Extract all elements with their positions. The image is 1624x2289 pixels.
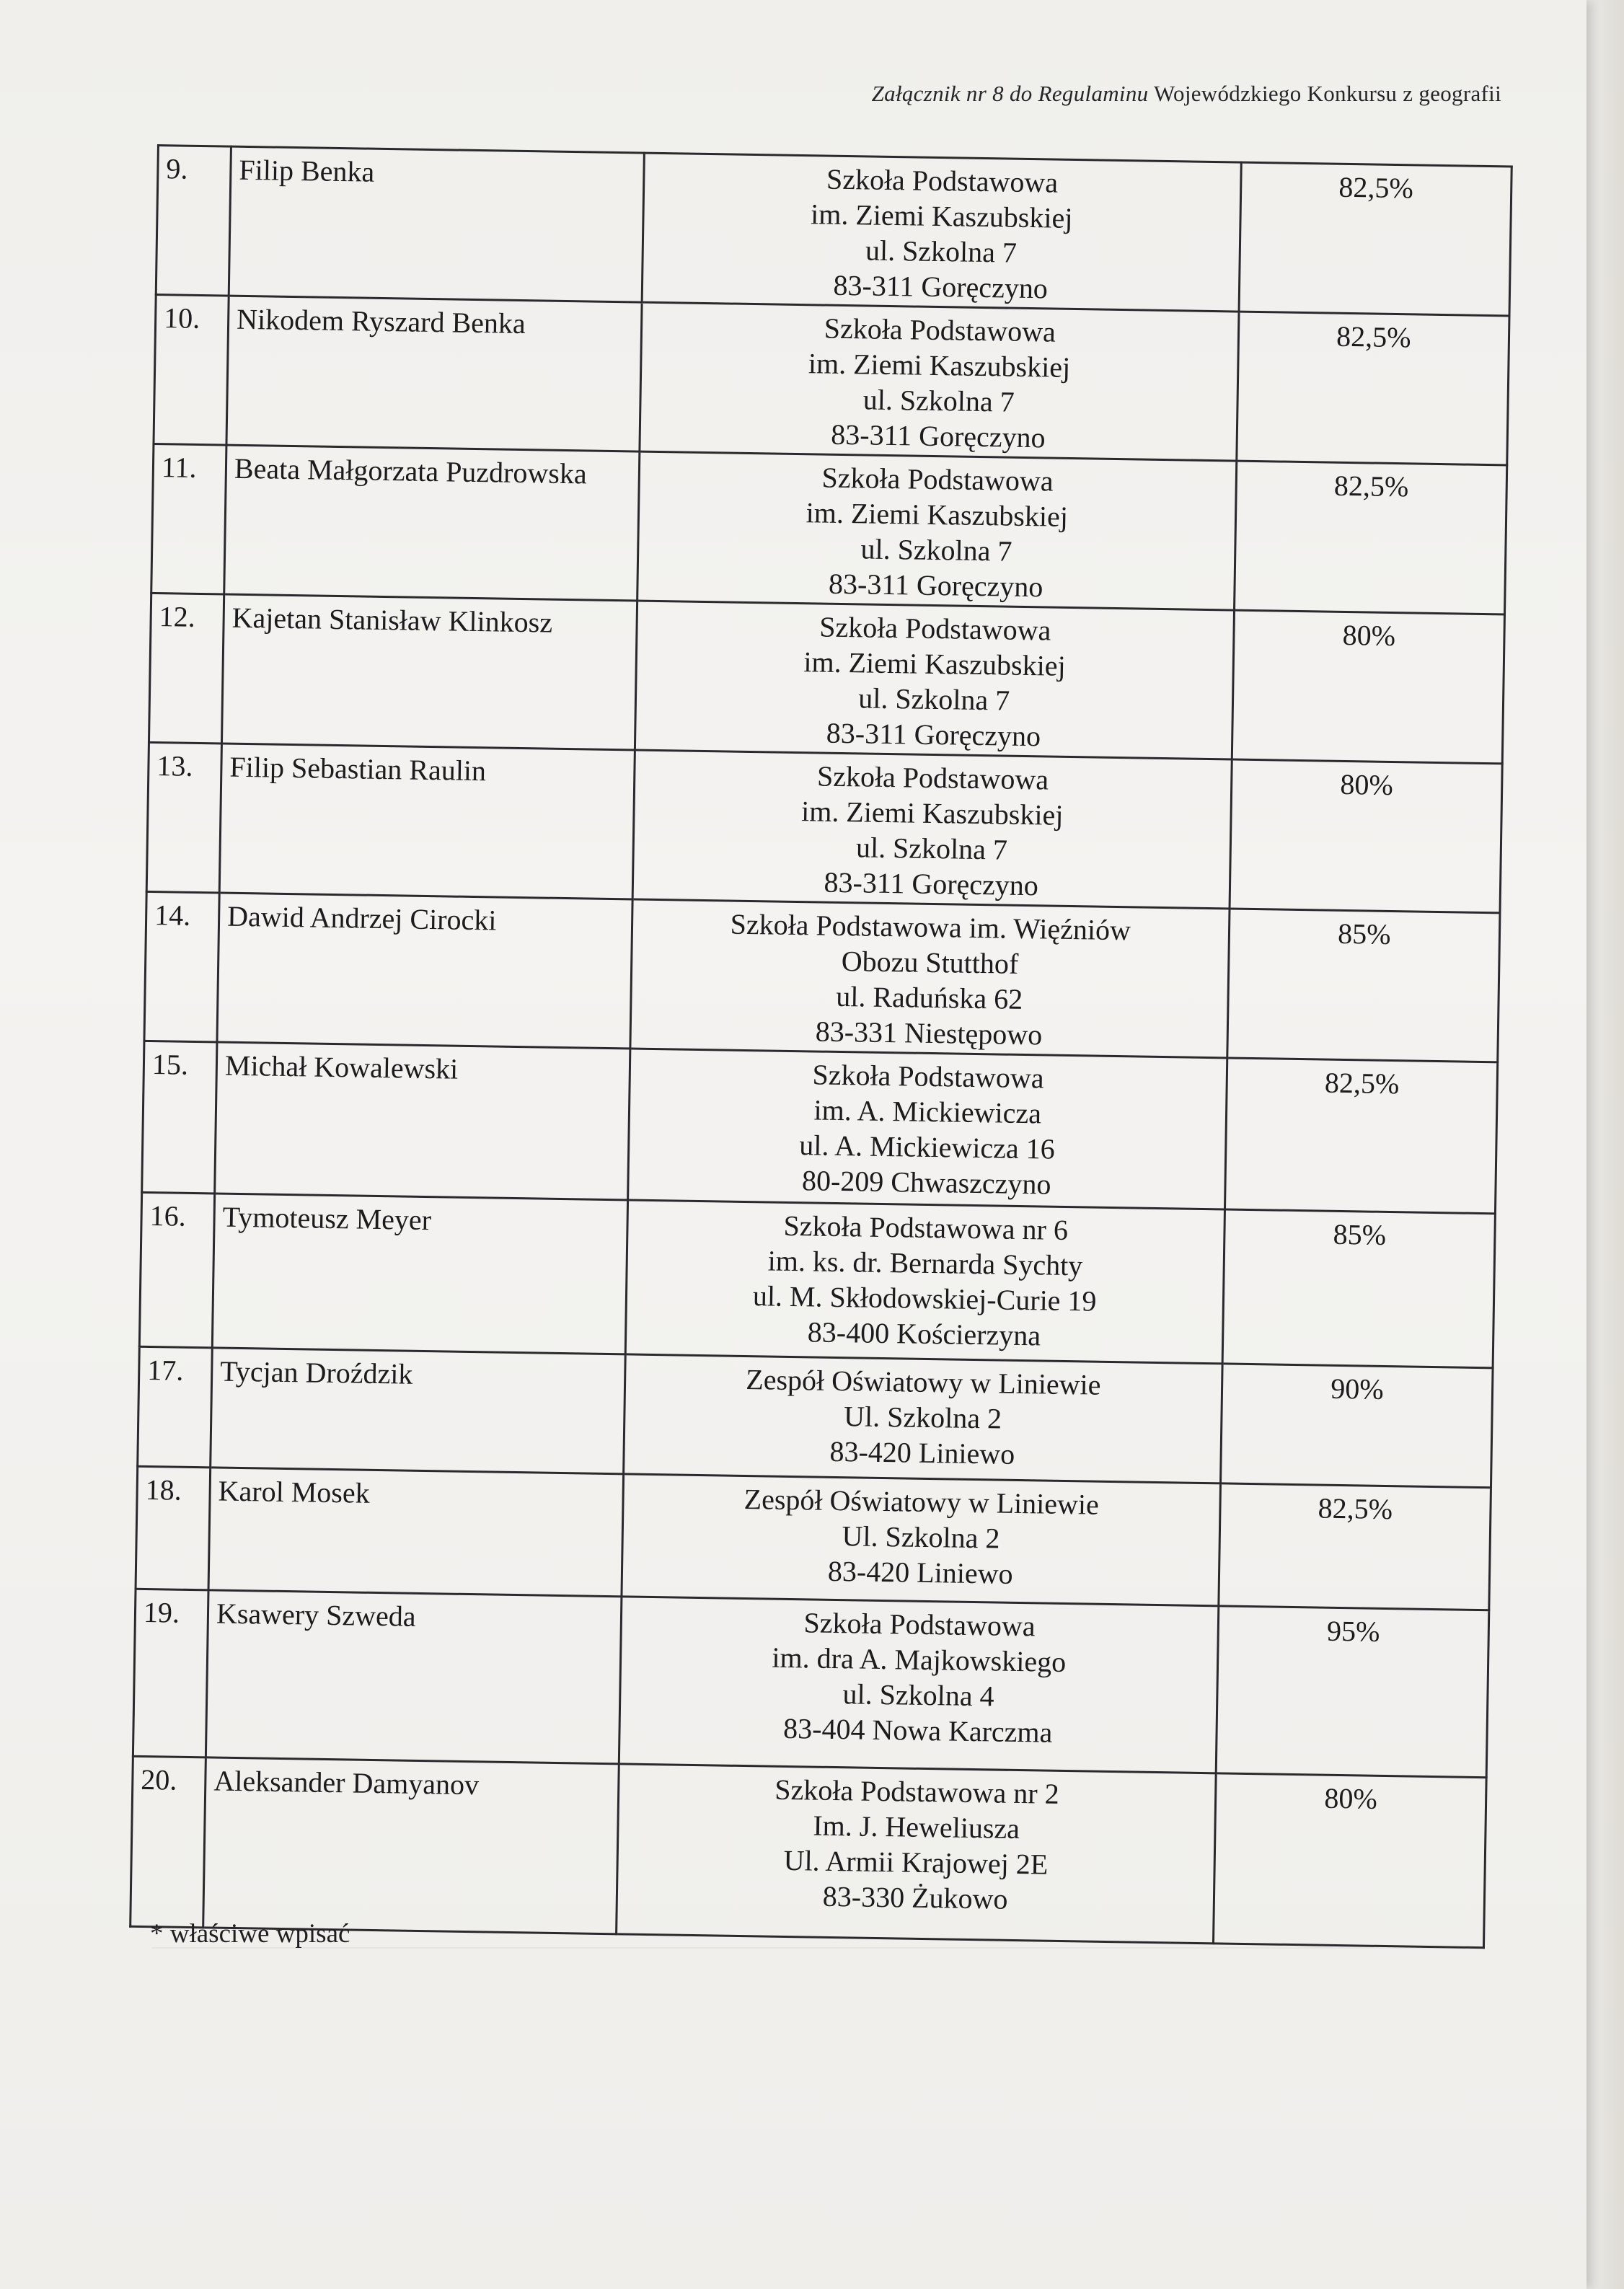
school-address-line: Zespół Oświatowy w Liniewie xyxy=(746,1363,1101,1401)
row-number: 14. xyxy=(144,891,219,1042)
row-number: 13. xyxy=(146,742,221,893)
school-address-line: im. Ziemi Kaszubskiej xyxy=(806,496,1069,533)
row-number: 9. xyxy=(156,146,231,296)
bleed-through-area xyxy=(151,1947,1449,2165)
school-address-line: ul. M. Skłodowskiej-Curie 19 xyxy=(752,1279,1097,1318)
school-address-line: 83-311 Goręczyno xyxy=(824,865,1039,902)
school-address-line: 83-420 Liniewo xyxy=(829,1434,1015,1470)
header-italic-text: Załącznik nr 8 do Regulaminu xyxy=(871,81,1149,106)
row-number: 15. xyxy=(142,1041,217,1194)
school-address-line: Szkoła Podstawowa xyxy=(824,312,1056,348)
school-address xyxy=(640,302,1239,461)
table-row xyxy=(149,593,1504,763)
score: 82,5% xyxy=(1237,312,1509,465)
school-address-line: Im. J. Heweliusza xyxy=(813,1809,1020,1845)
school-address-line: Szkoła Podstawowa xyxy=(816,759,1049,796)
school-address-line: 83-404 Nowa Karczma xyxy=(782,1711,1053,1749)
school-address xyxy=(632,750,1232,909)
school-address-line: im. dra A. Majkowskiego xyxy=(772,1641,1067,1679)
school-address-line: ul. Szkolna 4 xyxy=(842,1677,994,1713)
results-table xyxy=(129,144,1513,1949)
school-address-line: Szkoła Podstawowa im. Więźniów xyxy=(730,907,1131,947)
school-address-line: im. Ziemi Kaszubskiej xyxy=(808,347,1071,384)
student-name: Kajetan Stanisław Klinkosz xyxy=(222,594,637,750)
school-address-line: 83-331 Niestępowo xyxy=(815,1015,1043,1051)
student-name: Ksawery Szweda xyxy=(206,1590,621,1764)
school-address-line: Szkoła Podstawowa nr 6 xyxy=(783,1209,1069,1247)
school-address xyxy=(630,899,1230,1058)
school-address-line: 83-420 Liniewo xyxy=(827,1554,1013,1590)
school-address-line: Zespół Oświatowy w Liniewie xyxy=(743,1483,1100,1521)
student-name: Beata Małgorzata Puzdrowska xyxy=(224,445,640,601)
student-name: Tycjan Droździk xyxy=(211,1348,625,1474)
table-row xyxy=(146,742,1502,912)
school-address-line: ul. Szkolna 7 xyxy=(865,234,1018,269)
score: 82,5% xyxy=(1239,162,1512,316)
score: 82,5% xyxy=(1234,461,1506,614)
school-address-line: ul. Szkolna 7 xyxy=(857,682,1010,717)
table-row xyxy=(136,1466,1491,1610)
score: 82,5% xyxy=(1219,1483,1491,1610)
score: 82,5% xyxy=(1224,1058,1497,1214)
student-name: Karol Mosek xyxy=(208,1468,623,1597)
school-address-line: ul. Raduńska 62 xyxy=(836,979,1023,1015)
school-address-line: ul. Szkolna 7 xyxy=(862,383,1015,418)
school-address-line: ul. A. Mickiewicza 16 xyxy=(799,1129,1056,1165)
school-address-line: 83-311 Goręczyno xyxy=(831,418,1046,454)
school-address-line: Ul. Armii Krajowej 2E xyxy=(783,1843,1049,1881)
school-address-line: Ul. Szkolna 2 xyxy=(843,1400,1002,1435)
school-address-line: Szkoła Podstawowa xyxy=(826,162,1059,199)
row-number: 19. xyxy=(133,1589,208,1757)
school-address-line: ul. Szkolna 7 xyxy=(855,831,1008,866)
document-header xyxy=(872,81,1501,107)
school-address xyxy=(619,1597,1219,1773)
school-address-line: 83-311 Goręczyno xyxy=(826,716,1041,753)
table-row xyxy=(139,1192,1495,1367)
table-row xyxy=(151,444,1507,614)
table-row xyxy=(156,146,1512,316)
school-address xyxy=(625,1200,1224,1364)
score: 85% xyxy=(1222,1209,1496,1368)
score: 80% xyxy=(1213,1773,1486,1948)
school-address-line: Szkoła Podstawowa xyxy=(818,610,1051,647)
row-number: 18. xyxy=(136,1466,211,1590)
score: 95% xyxy=(1216,1606,1489,1778)
score: 85% xyxy=(1227,909,1500,1062)
school-address xyxy=(623,1354,1222,1483)
row-number: 10. xyxy=(154,294,229,445)
footnote: * właściwe wpisać xyxy=(150,1919,350,1949)
school-address xyxy=(635,601,1234,759)
student-name: Michał Kowalewski xyxy=(215,1042,630,1200)
score: 80% xyxy=(1232,610,1504,764)
row-number: 11. xyxy=(151,444,226,594)
school-address-line: Szkoła Podstawowa xyxy=(803,1606,1036,1643)
school-address-line: 83-311 Goręczyno xyxy=(833,268,1049,305)
school-address xyxy=(627,1049,1227,1209)
school-address-line: Szkoła Podstawowa nr 2 xyxy=(774,1773,1060,1810)
school-address-line: im. A. Mickiewicza xyxy=(813,1093,1042,1130)
row-number: 17. xyxy=(138,1346,213,1468)
school-address-line: im. Ziemi Kaszubskiej xyxy=(800,795,1064,832)
header-plain-text: Wojewódzkiego Konkursu z geografii xyxy=(1148,81,1501,106)
school-address-line: ul. Szkolna 7 xyxy=(860,532,1012,568)
student-name: Filip Benka xyxy=(229,146,644,302)
school-address-line: Obozu Stutthof xyxy=(841,945,1019,980)
table-row xyxy=(133,1589,1488,1777)
student-name: Aleksander Damyanov xyxy=(203,1757,619,1934)
student-name: Nikodem Ryszard Benka xyxy=(226,296,642,451)
school-address xyxy=(642,153,1241,312)
school-address-line: 83-330 Żukowo xyxy=(822,1879,1008,1915)
school-address-line: 83-400 Kościerzyna xyxy=(807,1315,1041,1352)
results-table-body xyxy=(131,146,1512,1948)
school-address-line: im. ks. dr. Bernarda Sychty xyxy=(767,1244,1083,1282)
school-address-line: im. Ziemi Kaszubskiej xyxy=(803,645,1067,682)
table-row xyxy=(144,891,1500,1062)
student-name: Tymoteusz Meyer xyxy=(212,1194,627,1354)
school-address-line: Ul. Szkolna 2 xyxy=(842,1520,1000,1555)
school-address-line: im. Ziemi Kaszubskiej xyxy=(810,198,1073,234)
school-address xyxy=(622,1474,1221,1606)
school-address xyxy=(616,1764,1216,1944)
school-address-line: Szkoła Podstawowa xyxy=(821,461,1054,498)
score: 90% xyxy=(1220,1364,1493,1488)
school-address-line: 83-311 Goręczyno xyxy=(828,567,1043,604)
results-table-wrapper xyxy=(129,144,1513,1949)
school-address xyxy=(637,451,1236,610)
table-row xyxy=(138,1346,1493,1487)
table-row xyxy=(142,1041,1498,1213)
school-address-line: 80-209 Chwaszczyno xyxy=(801,1164,1051,1201)
row-number: 20. xyxy=(131,1756,206,1928)
student-name: Filip Sebastian Raulin xyxy=(219,744,635,899)
row-number: 16. xyxy=(139,1192,214,1348)
school-address-line: Szkoła Podstawowa xyxy=(812,1058,1044,1095)
score: 80% xyxy=(1230,759,1502,913)
row-number: 12. xyxy=(149,593,224,744)
table-row xyxy=(154,294,1509,464)
student-name: Dawid Andrzej Cirocki xyxy=(217,893,632,1049)
